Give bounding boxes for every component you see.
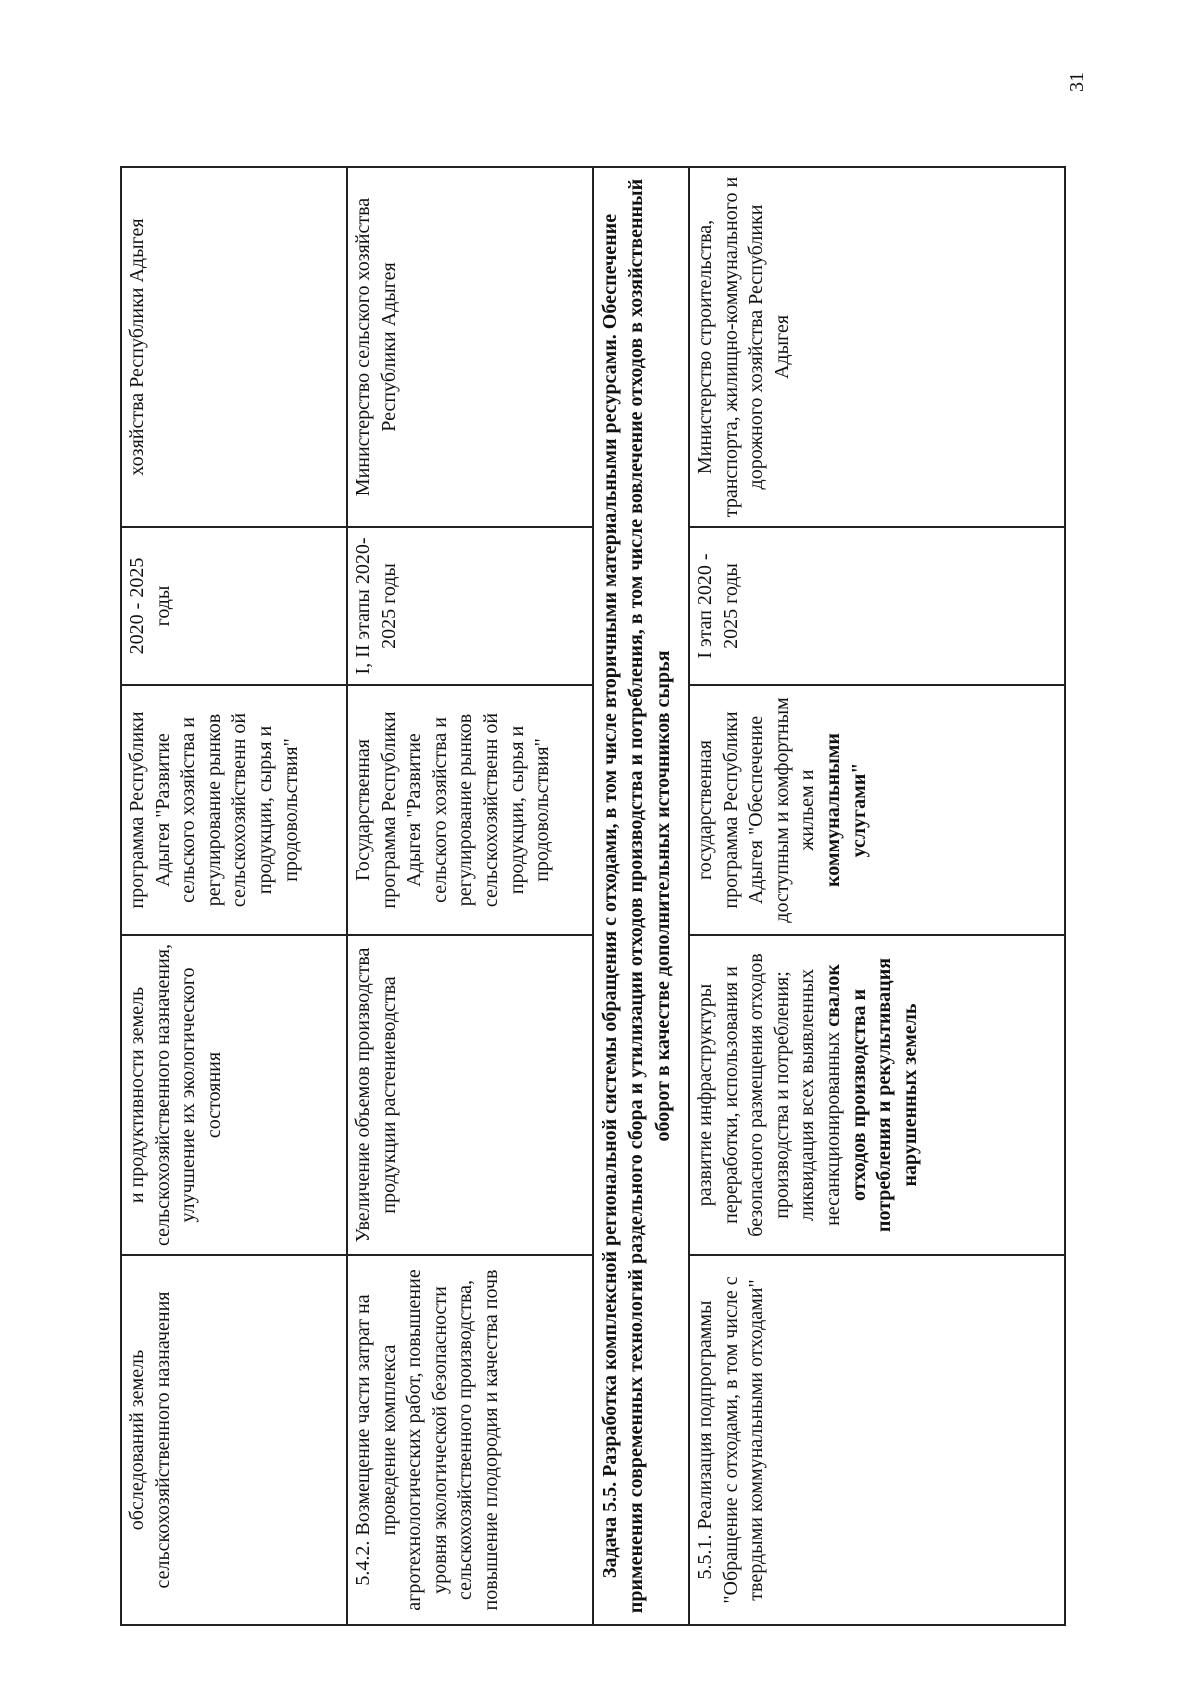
cell-period: 2020 - 2025 годы: [121, 527, 347, 685]
cell-responsible: Министерство строительства, транспорта, жилищно-коммунального и дорожного хозяйства Республики Адыгея: [689, 167, 1065, 527]
cell-result: и продуктивности земель сельскохозяйственного назначения, улучшение их экологического состояния: [121, 935, 347, 1255]
cell-period: I, II этапы 2020-2025 годы: [347, 527, 593, 685]
cell-program: Государственная программа Республики Адыгея "Развитие сельского хозяйства и регулирование рынков сельскохозяйственн ой продукции, сырья и продовольствия": [347, 685, 593, 935]
cell-program: [689, 685, 1065, 935]
cell-result: [689, 935, 1065, 1255]
page-number: 31: [1066, 72, 1088, 92]
table-row: [689, 167, 1065, 1625]
cell-responsible: хозяйства Республики Адыгея: [121, 167, 347, 527]
rotated-table-container: [120, 168, 1064, 1626]
result-bold-text: свалок отходов производства и потребления и рекультивация нарушенных земель: [821, 957, 921, 1233]
cell-result: Увеличение объемов производства продукции растениеводства: [347, 935, 593, 1255]
program-bold-text: коммунальными услугами": [821, 733, 870, 887]
result-normal-text: развитие инфраструктуры переработки, использования и безопасного размещения отходов производства и потребления; ликвидация всех выявленных несанкционированных: [694, 953, 844, 1237]
cell-action: 5.5.1. Реализация подпрограммы "Обращение с отходами, в том числе с твердыми коммунальными отходами": [689, 1255, 1065, 1625]
cell-responsible: Министерство сельского хозяйства Республики Адыгея: [347, 167, 593, 527]
program-table: [120, 166, 1066, 1626]
task-heading: Задача 5.5. Разработка комплексной региональной системы обращения с отходами, в том числе вторичными материальными ресурсами. Обеспечение применения современных технологий раздельного сбора и утилизации отходов производства и потребления, в том числе вовлечение отходов в хозяйственный оборот в качестве дополнительных источников сырья: [593, 167, 689, 1625]
cell-period: I этап 2020 - 2025 годы: [689, 527, 1065, 685]
cell-program: программа Республики Адыгея "Развитие сельского хозяйства и регулирование рынков сельскохозяйственн ой продукции, сырья и продовольствия": [121, 685, 347, 935]
task-row: [593, 167, 689, 1625]
program-normal-text: государственная программа Республики Адыгея "Обеспечение доступным и комфортным жильем и: [694, 697, 819, 923]
cell-action: 5.4.2. Возмещение части затрат на проведение комплекса агротехнологических работ, повышение уровня экологической безопасности сельскохозяйственного производства, повышение плодородия и качества почв: [347, 1255, 593, 1625]
table-row: [347, 167, 593, 1625]
cell-action: обследований земель сельскохозяйственного назначения: [121, 1255, 347, 1625]
table-row: [121, 167, 347, 1625]
